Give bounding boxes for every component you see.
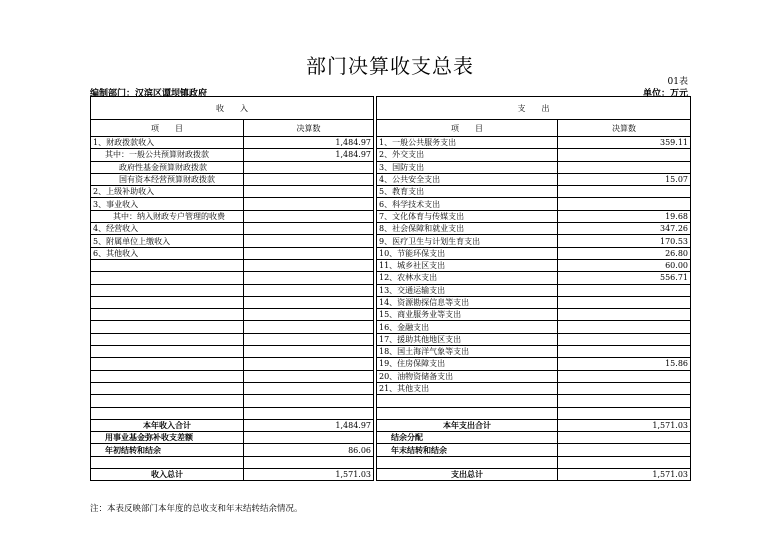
table-row bbox=[91, 395, 691, 407]
expense-amount-cell: 556.71 bbox=[558, 272, 691, 284]
table-row bbox=[91, 137, 691, 149]
expense-amount-cell bbox=[558, 186, 691, 198]
income-amount-cell bbox=[244, 223, 374, 235]
expense-amount-cell: 15.86 bbox=[558, 358, 691, 370]
income-amount-cell bbox=[244, 235, 374, 247]
income-item-cell bbox=[91, 272, 244, 284]
expense-item-cell: 16、金融支出 bbox=[377, 321, 558, 333]
income-amount-cell bbox=[244, 346, 374, 358]
expense-amount-cell: 19.68 bbox=[558, 210, 691, 222]
income-item-cell bbox=[91, 358, 244, 370]
expense-amount-cell: 170.53 bbox=[558, 235, 691, 247]
table-row bbox=[91, 161, 691, 173]
income-amount-cell bbox=[244, 272, 374, 284]
table-row bbox=[91, 358, 691, 370]
income-amount-cell bbox=[244, 309, 374, 321]
income-item-cell bbox=[91, 321, 244, 333]
table-row bbox=[91, 272, 691, 284]
column-header-row bbox=[91, 120, 691, 137]
expense-item-cell: 19、住房保障支出 bbox=[377, 358, 558, 370]
expense-item-header: 项 目 bbox=[377, 120, 558, 137]
expense-item-cell bbox=[377, 395, 558, 407]
income-item-cell bbox=[91, 370, 244, 382]
expense-item-cell: 11、城乡社区支出 bbox=[377, 259, 558, 271]
expense-amount-cell bbox=[558, 149, 691, 161]
income-amount-cell: 86.06 bbox=[244, 444, 374, 456]
income-item-cell bbox=[91, 346, 244, 358]
unit-label: 单位：万元 bbox=[642, 89, 688, 99]
expense-amount-cell bbox=[558, 444, 691, 456]
expense-item-cell: 支出总计 bbox=[377, 469, 558, 481]
expense-amount-cell bbox=[558, 296, 691, 308]
expense-amount-cell bbox=[558, 407, 691, 419]
income-item-cell bbox=[91, 395, 244, 407]
income-amount-cell bbox=[244, 161, 374, 173]
table-note: 注：本表反映部门本年度的总收支和年末结转结余情况。 bbox=[90, 504, 303, 514]
expense-item-cell: 9、医疗卫生与计划生育支出 bbox=[377, 235, 558, 247]
expense-item-cell: 4、公共安全支出 bbox=[377, 173, 558, 185]
expense-amount-cell bbox=[558, 395, 691, 407]
income-item-cell: 其中：一般公共预算财政拨款 bbox=[91, 149, 244, 161]
expense-item-cell: 14、资源勘探信息等支出 bbox=[377, 296, 558, 308]
income-item-cell bbox=[91, 333, 244, 345]
expense-amount-cell: 26.80 bbox=[558, 247, 691, 259]
expense-item-cell bbox=[377, 407, 558, 419]
expense-item-cell: 年末结转和结余 bbox=[377, 444, 558, 456]
table-row bbox=[91, 469, 691, 481]
income-item-cell: 其中：纳入财政专户管理的收费 bbox=[91, 210, 244, 222]
income-item-cell: 用事业基金弥补收支差额 bbox=[91, 432, 244, 444]
income-amount-cell: 1,484.97 bbox=[244, 137, 374, 149]
expense-item-cell: 15、商业服务业等支出 bbox=[377, 309, 558, 321]
income-amount-cell: 1,484.97 bbox=[244, 419, 374, 431]
expense-amount-cell bbox=[558, 432, 691, 444]
table-row bbox=[91, 419, 691, 431]
section-header-row bbox=[91, 97, 691, 120]
page-title: 部门决算收支总表 bbox=[306, 54, 474, 78]
expense-amount-cell bbox=[558, 161, 691, 173]
expense-amount-cell bbox=[558, 309, 691, 321]
income-amount-cell bbox=[244, 210, 374, 222]
income-amount-cell bbox=[244, 284, 374, 296]
table-row bbox=[91, 198, 691, 210]
expense-amount-cell: 15.07 bbox=[558, 173, 691, 185]
table-row bbox=[91, 333, 691, 345]
income-item-cell: 国有资本经营预算财政拨款 bbox=[91, 173, 244, 185]
table-row bbox=[91, 321, 691, 333]
expense-amount-cell: 347.26 bbox=[558, 223, 691, 235]
table-row bbox=[91, 284, 691, 296]
expense-amount-cell bbox=[558, 382, 691, 394]
income-amount-cell bbox=[244, 173, 374, 185]
table-number: 01表 bbox=[667, 77, 688, 87]
table-row bbox=[91, 432, 691, 444]
expense-amount-cell bbox=[558, 198, 691, 210]
expense-item-cell: 13、交通运输支出 bbox=[377, 284, 558, 296]
income-item-cell bbox=[91, 259, 244, 271]
income-item-cell: 6、其他收入 bbox=[91, 247, 244, 259]
table-row bbox=[91, 223, 691, 235]
income-item-header: 项 目 bbox=[91, 120, 244, 137]
income-amount-cell bbox=[244, 382, 374, 394]
income-item-cell: 1、财政拨款收入 bbox=[91, 137, 244, 149]
income-amount-cell bbox=[244, 259, 374, 271]
expense-item-cell: 结余分配 bbox=[377, 432, 558, 444]
income-amount-cell bbox=[244, 456, 374, 468]
income-amount-cell: 1,571.03 bbox=[244, 469, 374, 481]
income-item-cell: 年初结转和结余 bbox=[91, 444, 244, 456]
income-amount-cell: 1,484.97 bbox=[244, 149, 374, 161]
income-amount-cell bbox=[244, 247, 374, 259]
expense-item-cell: 20、油物资储备支出 bbox=[377, 370, 558, 382]
table-row bbox=[91, 370, 691, 382]
income-item-cell: 政府性基金预算财政拨款 bbox=[91, 161, 244, 173]
expense-item-cell: 21、其他支出 bbox=[377, 382, 558, 394]
income-item-cell: 本年收入合计 bbox=[91, 419, 244, 431]
income-amount-cell bbox=[244, 370, 374, 382]
table-row bbox=[91, 456, 691, 468]
table-row bbox=[91, 259, 691, 271]
income-item-cell bbox=[91, 407, 244, 419]
table-row bbox=[91, 346, 691, 358]
income-item-cell bbox=[91, 382, 244, 394]
expense-amount-header: 决算数 bbox=[558, 120, 691, 137]
income-item-cell bbox=[91, 284, 244, 296]
expense-item-cell: 17、援助其他地区支出 bbox=[377, 333, 558, 345]
expense-item-cell: 12、农林水支出 bbox=[377, 272, 558, 284]
summary-table bbox=[90, 96, 691, 481]
expense-item-cell: 7、文化体育与传媒支出 bbox=[377, 210, 558, 222]
expense-item-cell: 10、节能环保支出 bbox=[377, 247, 558, 259]
expense-item-cell: 1、一般公共服务支出 bbox=[377, 137, 558, 149]
table-row bbox=[91, 235, 691, 247]
income-item-cell bbox=[91, 309, 244, 321]
expense-item-cell: 8、社会保障和就业支出 bbox=[377, 223, 558, 235]
income-amount-cell bbox=[244, 395, 374, 407]
income-amount-cell bbox=[244, 432, 374, 444]
table-row bbox=[91, 173, 691, 185]
income-amount-cell bbox=[244, 186, 374, 198]
expense-item-cell: 3、国防支出 bbox=[377, 161, 558, 173]
expense-amount-cell: 359.11 bbox=[558, 137, 691, 149]
income-item-cell bbox=[91, 456, 244, 468]
expense-item-cell bbox=[377, 456, 558, 468]
income-amount-cell bbox=[244, 333, 374, 345]
income-amount-cell bbox=[244, 198, 374, 210]
income-amount-cell bbox=[244, 321, 374, 333]
table-row bbox=[91, 407, 691, 419]
expense-amount-cell: 1,571.03 bbox=[558, 469, 691, 481]
expense-amount-cell bbox=[558, 321, 691, 333]
expense-item-cell: 6、科学技术支出 bbox=[377, 198, 558, 210]
income-item-cell: 4、经营收入 bbox=[91, 223, 244, 235]
expense-amount-cell bbox=[558, 370, 691, 382]
income-amount-header: 决算数 bbox=[244, 120, 374, 137]
income-item-cell: 收入总计 bbox=[91, 469, 244, 481]
expense-amount-cell bbox=[558, 333, 691, 345]
table-row bbox=[91, 210, 691, 222]
table-row bbox=[91, 296, 691, 308]
income-item-cell bbox=[91, 296, 244, 308]
table-row bbox=[91, 186, 691, 198]
table-row bbox=[91, 444, 691, 456]
income-item-cell: 3、事业收入 bbox=[91, 198, 244, 210]
income-amount-cell bbox=[244, 296, 374, 308]
income-item-cell: 5、附属单位上缴收入 bbox=[91, 235, 244, 247]
expense-amount-cell bbox=[558, 284, 691, 296]
table-row bbox=[91, 382, 691, 394]
expense-amount-cell: 60.00 bbox=[558, 259, 691, 271]
table-row bbox=[91, 149, 691, 161]
table-row bbox=[91, 247, 691, 259]
expense-amount-cell: 1,571.03 bbox=[558, 419, 691, 431]
income-item-cell: 2、上级补助收入 bbox=[91, 186, 244, 198]
income-amount-cell bbox=[244, 358, 374, 370]
income-section-header: 收 入 bbox=[91, 97, 374, 120]
expense-amount-cell bbox=[558, 456, 691, 468]
expense-item-cell: 本年支出合计 bbox=[377, 419, 558, 431]
compiling-department: 编制部门：汉滨区谭坝镇政府 bbox=[90, 89, 208, 99]
expense-item-cell: 18、国土海洋气象等支出 bbox=[377, 346, 558, 358]
expense-item-cell: 2、外交支出 bbox=[377, 149, 558, 161]
expense-section-header: 支 出 bbox=[377, 97, 691, 120]
income-amount-cell bbox=[244, 407, 374, 419]
expense-amount-cell bbox=[558, 346, 691, 358]
table-row bbox=[91, 309, 691, 321]
expense-item-cell: 5、教育支出 bbox=[377, 186, 558, 198]
